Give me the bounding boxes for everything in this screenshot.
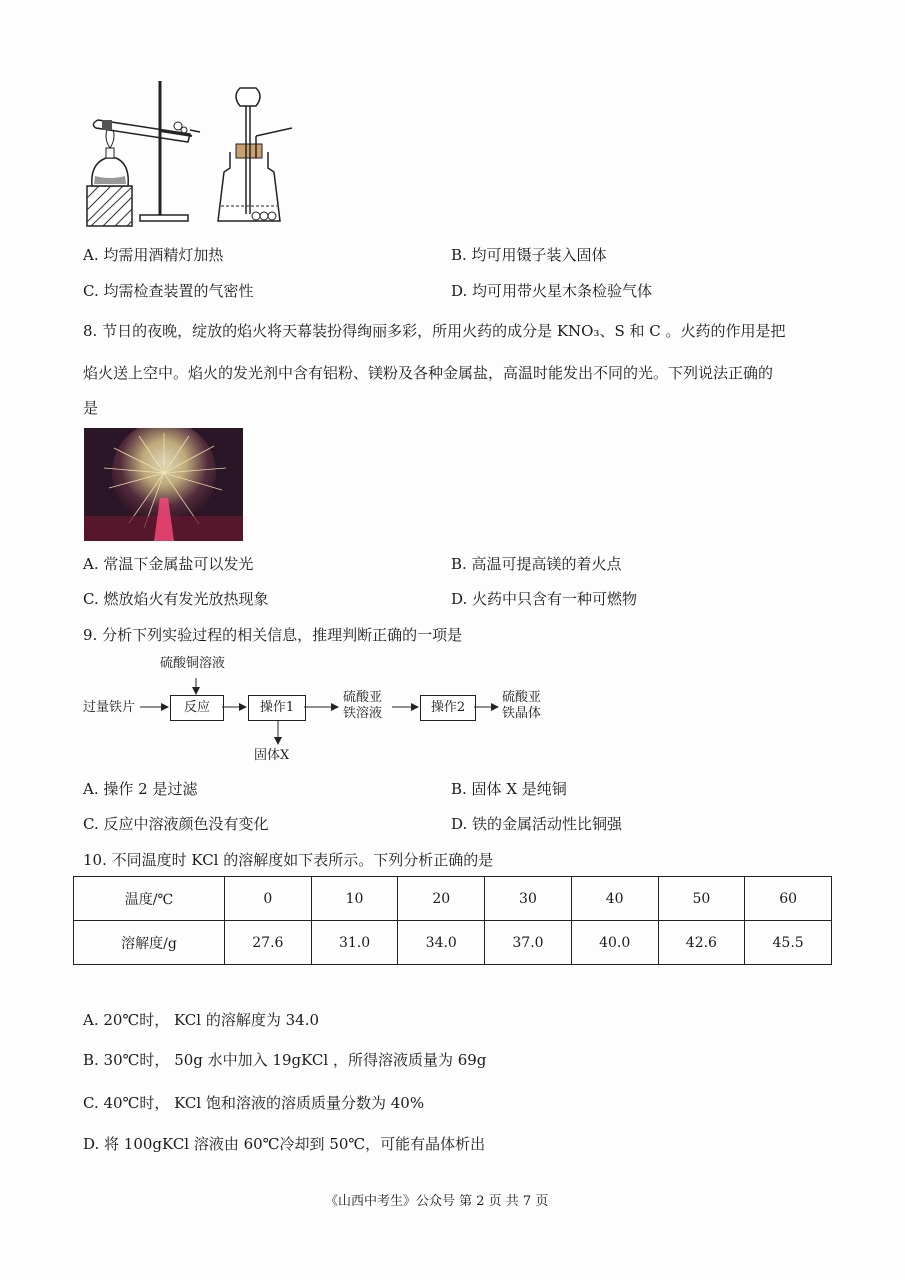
page-footer: 《山西中考生》公众号 第 2 页 共 7 页: [325, 1194, 549, 1209]
flow-iron-label: 过量铁片: [83, 700, 136, 715]
table-row: [74, 921, 832, 965]
q9-option-a: A. 操作 2 是过滤: [83, 780, 198, 798]
q8-option-b: B. 高温可提高镁的着火点: [451, 555, 622, 573]
q7-option-c: C. 均需检查装置的气密性: [83, 282, 254, 300]
q9-option-d: D. 铁的金属活动性比铜强: [451, 815, 623, 833]
flow-solid-x-label: 固体X: [254, 748, 290, 763]
kcl-solubility-table: [73, 876, 832, 965]
flow-arrows: [80, 660, 520, 760]
flow-ferrous-solution-line1: 硫酸亚: [343, 690, 383, 705]
q10-option-c: C. 40℃时， KCl 饱和溶液的溶质质量分数为 40%: [83, 1094, 425, 1112]
q7-option-d: D. 均可用带火星木条检验气体: [451, 282, 653, 300]
apparatus-figure: [80, 76, 300, 228]
q8-option-c: C. 燃放焰火有发光放热现象: [83, 590, 269, 608]
q10-stem: 10. 不同温度时 KCl 的溶解度如下表所示。下列分析正确的是: [83, 851, 494, 869]
flow-box-reaction: 反应: [170, 695, 224, 721]
flow-box-operation2: 操作2: [420, 695, 476, 721]
table-cell: 31.0: [311, 921, 398, 965]
flow-ferrous-crystal-line2: 铁晶体: [502, 706, 542, 721]
q8-option-d: D. 火药中只含有一种可燃物: [451, 590, 638, 608]
flow-ferrous-crystal-line1: 硫酸亚: [502, 690, 542, 705]
table-cell: 40: [571, 877, 658, 921]
table-row: [74, 877, 832, 921]
q8-option-a: A. 常温下金属盐可以发光: [83, 555, 254, 573]
table-cell: 27.6: [225, 921, 312, 965]
table-cell: 40.0: [571, 921, 658, 965]
table-cell: 0: [225, 877, 312, 921]
table-cell: 20: [398, 877, 485, 921]
flow-copper-sulfate-label: 硫酸铜溶液: [160, 656, 226, 671]
q9-option-b: B. 固体 X 是纯铜: [451, 780, 567, 798]
q9-option-c: C. 反应中溶液颜色没有变化: [83, 815, 269, 833]
fireworks-photo: [84, 428, 243, 541]
q10-option-a: A. 20℃时， KCl 的溶解度为 34.0: [83, 1011, 320, 1029]
table-cell: 10: [311, 877, 398, 921]
table-cell: 34.0: [398, 921, 485, 965]
flow-box-operation1: 操作1: [248, 695, 306, 721]
table-cell: 45.5: [745, 921, 832, 965]
flow-ferrous-solution-line2: 铁溶液: [343, 706, 383, 721]
q10-option-b: B. 30℃时， 50g 水中加入 19gKCl ，所得溶液质量为 69g: [83, 1051, 487, 1069]
table-cell: 30: [485, 877, 572, 921]
table-cell: 60: [745, 877, 832, 921]
table-cell: 42.6: [658, 921, 745, 965]
table-cell: 50: [658, 877, 745, 921]
q7-option-b: B. 均可用镊子装入固体: [451, 246, 607, 264]
q7-option-a: A. 均需用酒精灯加热: [83, 246, 224, 264]
table-header-solubility: 溶解度/g: [74, 921, 225, 965]
q10-option-d: D. 将 100gKCl 溶液由 60℃冷却到 50℃，可能有晶体析出: [83, 1135, 486, 1153]
table-cell: 37.0: [485, 921, 572, 965]
q8-stem-line3: 是: [83, 399, 99, 417]
table-header-temperature: 温度/℃: [74, 877, 225, 921]
q8-stem-line1: 8. 节日的夜晚，绽放的焰火将天幕装扮得绚丽多彩，所用火药的成分是 KNO₃、S 和 C 。火药的作用是把: [83, 322, 786, 340]
q9-stem: 9. 分析下列实验过程的相关信息，推理判断正确的一项是: [83, 626, 463, 644]
q8-stem-line2: 焰火送上空中。焰火的发光剂中含有铝粉、镁粉及各种金属盐，高温时能发出不同的光。下列说法正确的: [83, 364, 774, 382]
